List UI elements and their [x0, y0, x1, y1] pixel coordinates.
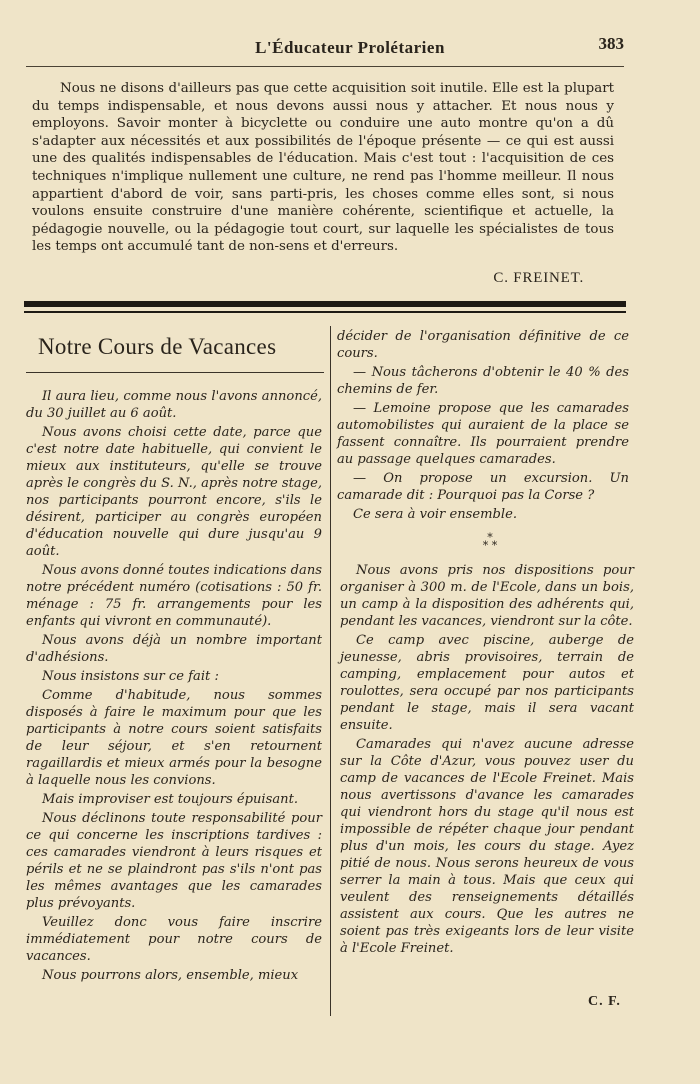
paragraph: Nous avons donné toutes indications dans notre précédent numéro (cotisations : 50 fr. ménage : 75 fr. arrangements pour les enfants qui vivront en communauté). — [26, 563, 322, 629]
paragraph: Nous avons choisi cette date, parce que c'est notre date habituelle, qui convient le mieux aux instituteurs, qu'elle se trouve après le congrès du S. N., après notre stage, nos participants pourront encore, s'ils le désirent, participer au congrès européen d'éducation nouvelle qui dure jusqu'au 9 août. — [26, 425, 322, 559]
paragraph: Nous pourrons alors, ensemble, mieux — [42, 968, 299, 983]
paragraph: Il aura lieu, comme nous l'avons annoncé, du 30 juillet au 6 août. — [26, 389, 322, 421]
section-divider-thin — [24, 311, 626, 313]
paragraph: — Nous tâcherons d'obtenir le 40 % des chemins de fer. — [337, 365, 629, 397]
paragraph: Mais improviser est toujours épuisant. — [42, 792, 299, 807]
running-header: L'Éducateur Prolétarien — [255, 38, 445, 57]
paragraph: Nous insistons sur ce fait : — [42, 669, 219, 684]
asterism-separator: * * * — [482, 531, 498, 552]
paragraph: Camarades qui n'avez aucune adresse sur la Côte d'Azur, vous pouvez user du camp de vacances de l'Ecole Freinet. Mais nous avertissons d'avance les camarades qui viendront hors du stage qu'il nous est impossible de répéter chaque jour pendant plus d'un mois, les cours du stage. Ayez pitié de nous. Nous serons heureux de vous serrer la main à tous. Mais que ceux qui veulent des renseignements détaillés assistent aux cours. Que les autres ne soient pas très exigeants lors de leur visite à l'Ecole Freinet. — [340, 737, 634, 956]
intro-paragraph: Nous ne disons d'ailleurs pas que cette acquisition soit inutile. Elle est la plupart du temps indispensable, et nous devons aussi nous y attacher. Et nous nous y employons. Savoir monter à bicyclette ou conduire une auto montre qu'on a dû s'adapter aux nécessités et aux possibilités de l'époque présente — ce qui est aussi une des qualités indispensables de l'éducation. Mais c'est tout : l'acquisition de ces techniques n'implique nullement une culture, ne rend pas l'homme meilleur. Il nous appartient d'abord de voir, sans parti-pris, les choses comme elles sont, si nous voulons ensuite construire d'une manière cohérente, scientifique et actuelle, la pédagogie nouvelle, ou la pédagogie tout court, sur laquelle les spécialistes de tous les temps ont accumulé tant de non-sens et d'erreurs. — [32, 81, 614, 255]
right-column-top — [337, 328, 629, 525]
left-column — [26, 388, 322, 986]
paragraph: Comme d'habitude, nous sommes disposés à faire le maximum pour que les participants à notre cours soient satisfaits de leur séjour, et s'en retournent ragaillardis et mieux armés pour la besogne à laquelle nous les convions. — [26, 688, 322, 788]
paragraph: Nous avons pris nos dispositions pour organiser à 300 m. de l'Ecole, dans un bois, un camp à la disposition des adhérents qui, pendant les vacances, viendront sur la côte. — [340, 563, 634, 629]
header-rule — [26, 66, 624, 67]
section-divider-thick — [24, 301, 626, 307]
paragraph: Nous déclinons toute responsabilité pour ce qui concerne les inscriptions tardives : ces camarades viendront à leurs risques et périls et ne se plaindront pas s'ils n'ont pas les mêmes avantages que les camarades plus prévoyants. — [26, 811, 322, 911]
paragraph: — On propose un excursion. Un camarade dit : Pourquoi pas la Corse ? — [337, 471, 629, 503]
column-divider — [330, 326, 331, 1016]
paragraph: Ce sera à voir ensemble. — [353, 507, 518, 522]
title-underline — [26, 372, 324, 373]
paragraph: Nous avons déjà un nombre important d'adhésions. — [26, 633, 322, 665]
intro-signature: C. FREINET. — [493, 270, 584, 286]
paragraph: Veuillez donc vous faire inscrire immédiatement pour notre cours de vacances. — [26, 915, 322, 964]
paragraph: décider de l'organisation définitive de ce cours. — [337, 329, 629, 361]
right-column-bottom — [340, 562, 634, 959]
paragraph: — Lemoine propose que les camarades automobilistes qui auraient de la place se fassent connaître. Ils pourraient prendre au passage quelques camarades. — [337, 401, 629, 467]
article-signature: C. F. — [588, 994, 621, 1009]
paragraph: Ce camp avec piscine, auberge de jeunesse, abris provisoires, terrain de camping, emplacement pour autos et roulottes, sera occupé par nos participants pendant le stage, mais il sera vacant ensuite. — [340, 633, 634, 733]
page-number: 383 — [598, 34, 624, 53]
article-title: Notre Cours de Vacances — [38, 334, 277, 359]
